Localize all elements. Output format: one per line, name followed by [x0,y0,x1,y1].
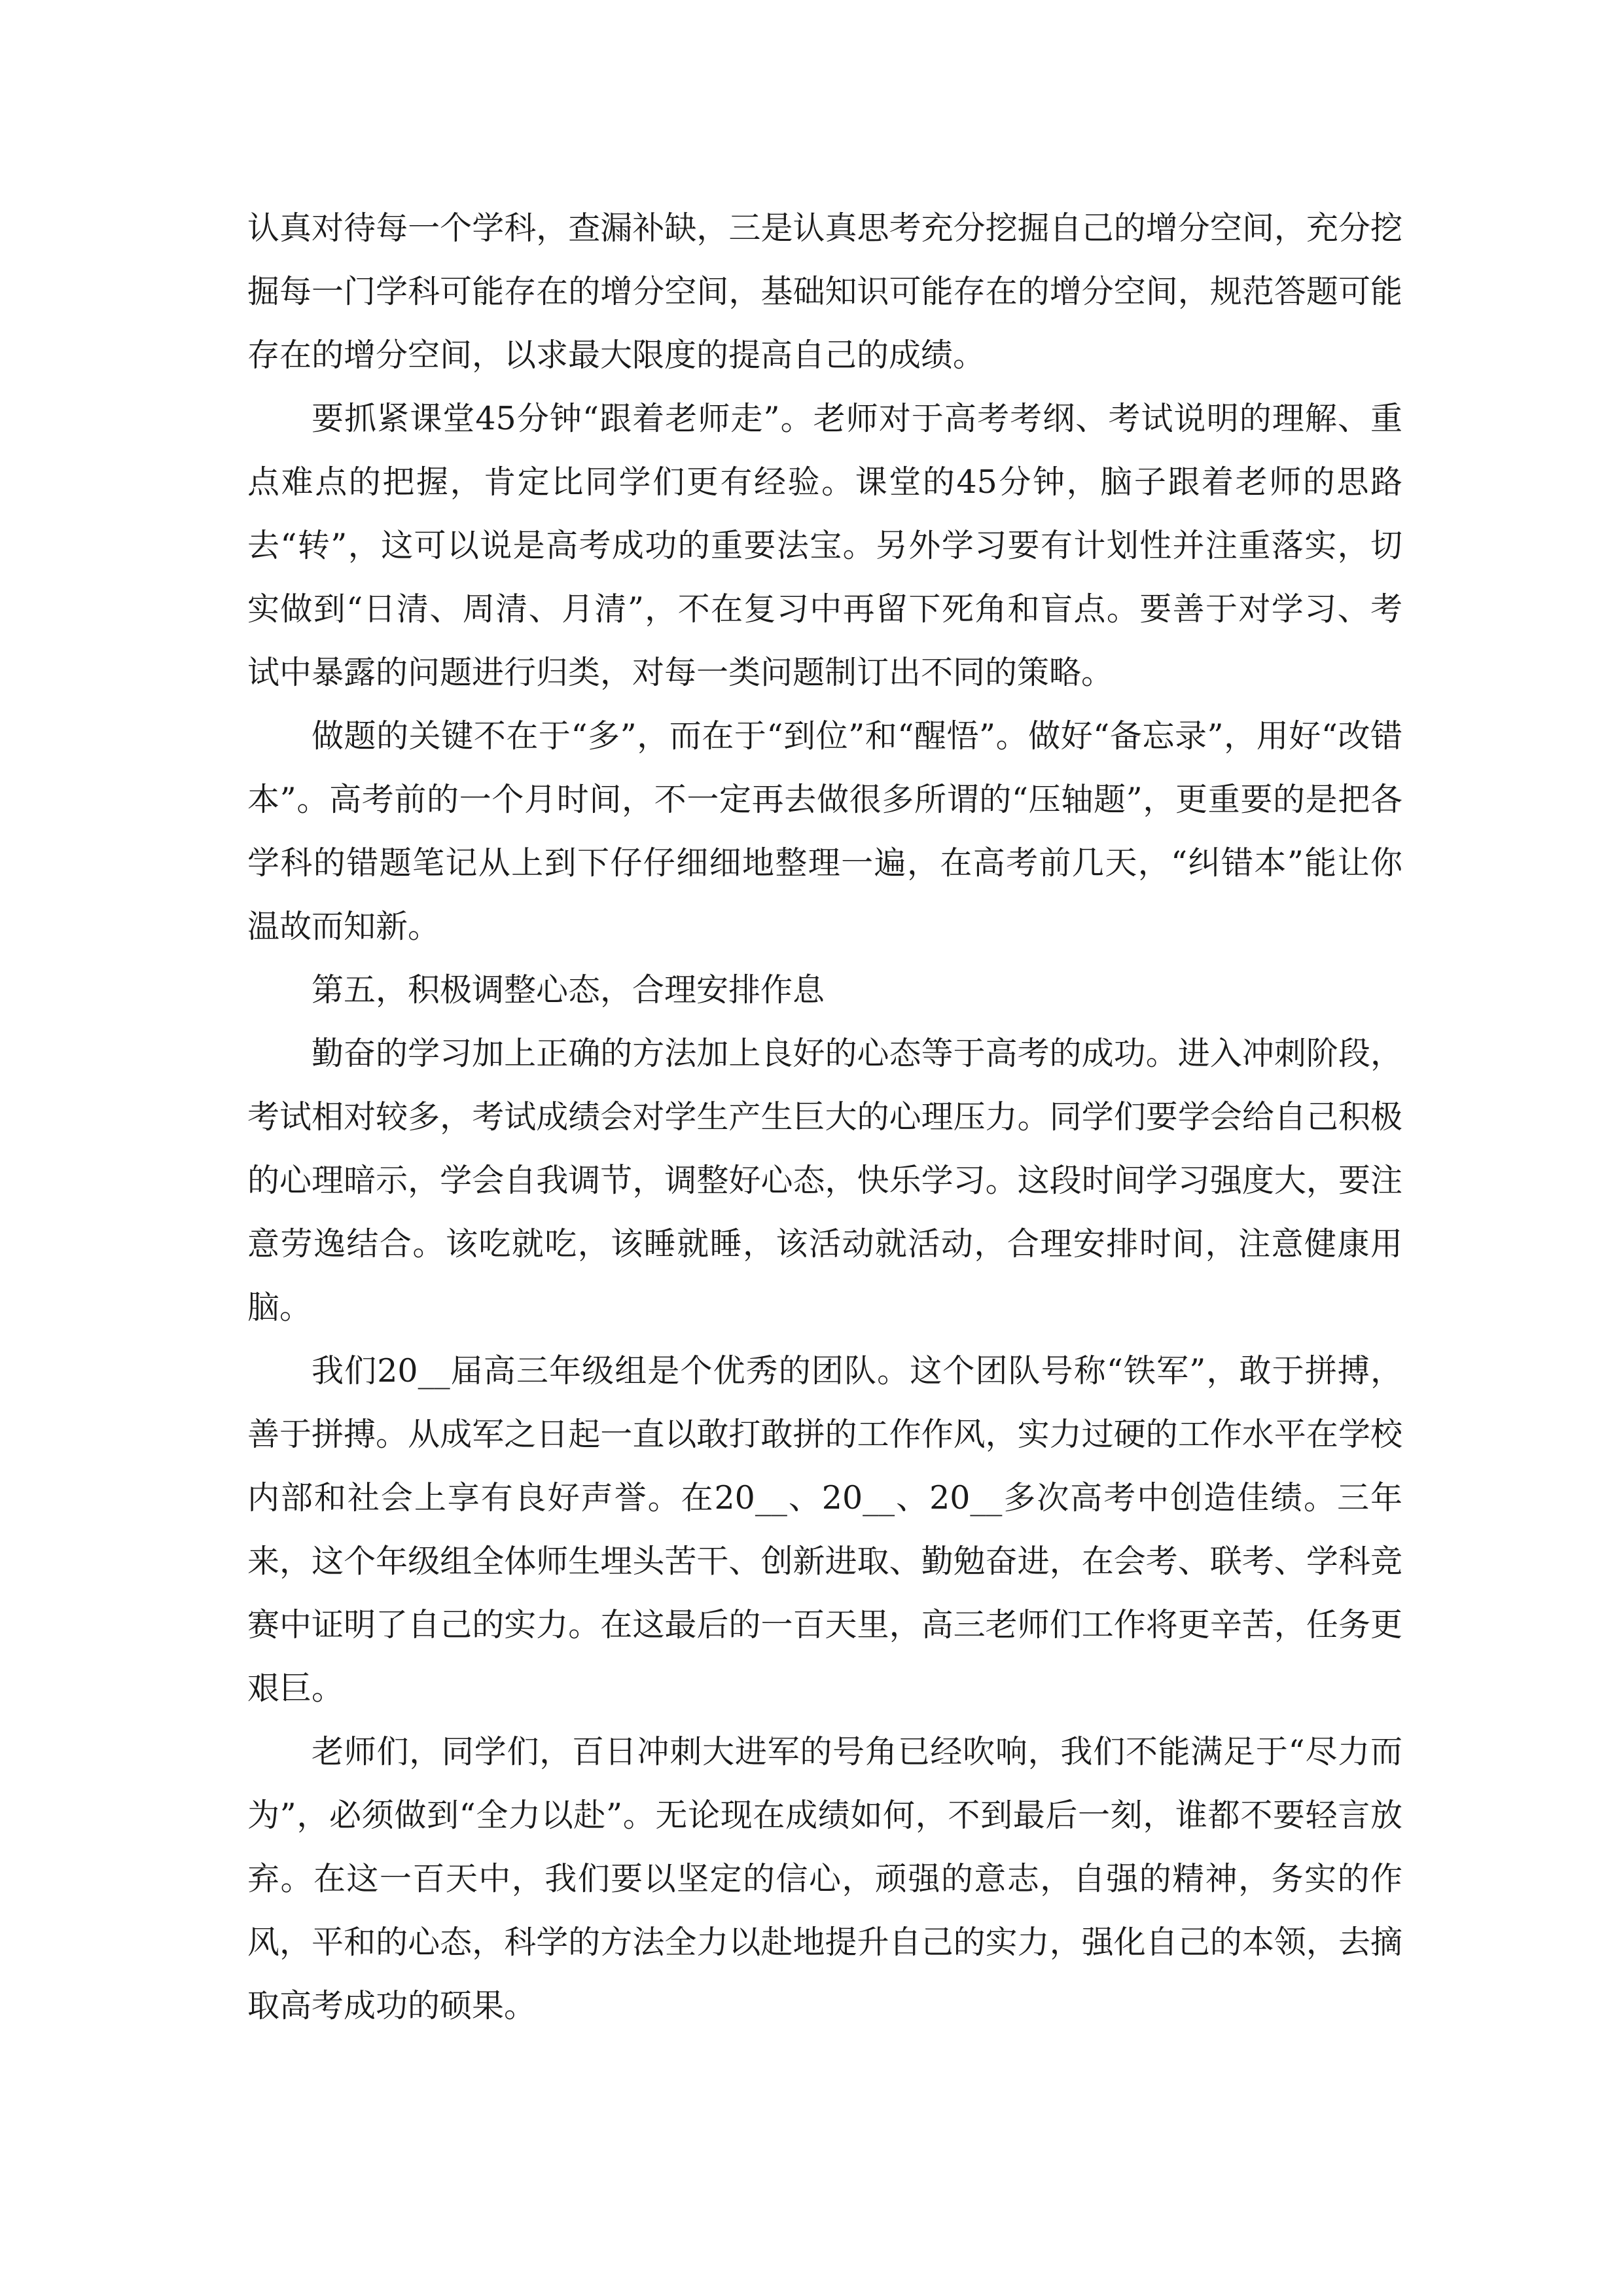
paragraph-continued: 认真对待每一个学科，查漏补缺，三是认真思考充分挖掘自己的增分空间，充分挖掘每一门学科可能存在的增分空间，基础知识可能存在的增分空间，规范答题可能存在的增分空间，以求最大限度的提高自己的成绩。 [247,209,1402,374]
paragraph-error-notebook: 做题的关键不在于“多”，而在于“到位”和“醒悟”。做好“备忘录”，用好“改错本”。高考前的一个月时间，不一定再去做很多所谓的“压轴题”，更重要的是把各学科的错题笔记从上到下仔仔细细地整理一遍，在高考前几天，“纠错本”能让你温故而知新。 [247,717,1402,945]
document-body [247,196,1402,2037]
paragraph-class-focus: 要抓紧课堂45分钟“跟着老师走”。老师对于高考考纲、考试说明的理解、重点难点的把握，肯定比同学们更有经验。课堂的45分钟，脑子跟着老师的思路去“转”，这可以说是高考成功的重要法宝。另外学习要有计划性并注重落实，切实做到“日清、周清、月清”，不在复习中再留下死角和盲点。要善于对学习、考试中暴露的问题进行归类，对每一类问题制订出不同的策略。 [247,400,1402,691]
paragraph-mindset: 勤奋的学习加上正确的方法加上良好的心态等于高考的成功。进入冲刺阶段，考试相对较多，考试成绩会对学生产生巨大的心理压力。同学们要学会给自己积极的心理暗示，学会自我调节，调整好心态，快乐学习。这段时间学习强度大，要注意劳逸结合。该吃就吃，该睡就睡，该活动就活动，合理安排时间，注意健康用脑。 [247,1035,1402,1326]
paragraph-closing: 老师们，同学们，百日冲刺大进军的号角已经吹响，我们不能满足于“尽力而为”，必须做到“全力以赴”。无论现在成绩如何，不到最后一刻，谁都不要轻言放弃。在这一百天中，我们要以坚定的信心，顽强的意志，自强的精神，务实的作风，平和的心态，科学的方法全力以赴地提升自己的实力，强化自己的本领，去摘取高考成功的硕果。 [247,1733,1402,2024]
section-heading-mindset: 第五，积极调整心态，合理安排作息 [312,971,825,1009]
paragraph-team: 我们20__届高三年级组是个优秀的团队。这个团队号称“铁军”，敢于拼搏，善于拼搏。从成军之日起一直以敢打敢拼的工作作风，实力过硬的工作水平在学校内部和社会上享有良好声誉。在20__、20__、20__多次高考中创造佳绩。三年来，这个年级组全体师生埋头苦干、创新进取、勤勉奋进，在会考、联考、学科竞赛中证明了自己的实力。在这最后的一百天里，高三老师们工作将更辛苦，任务更艰巨。 [247,1352,1402,1707]
